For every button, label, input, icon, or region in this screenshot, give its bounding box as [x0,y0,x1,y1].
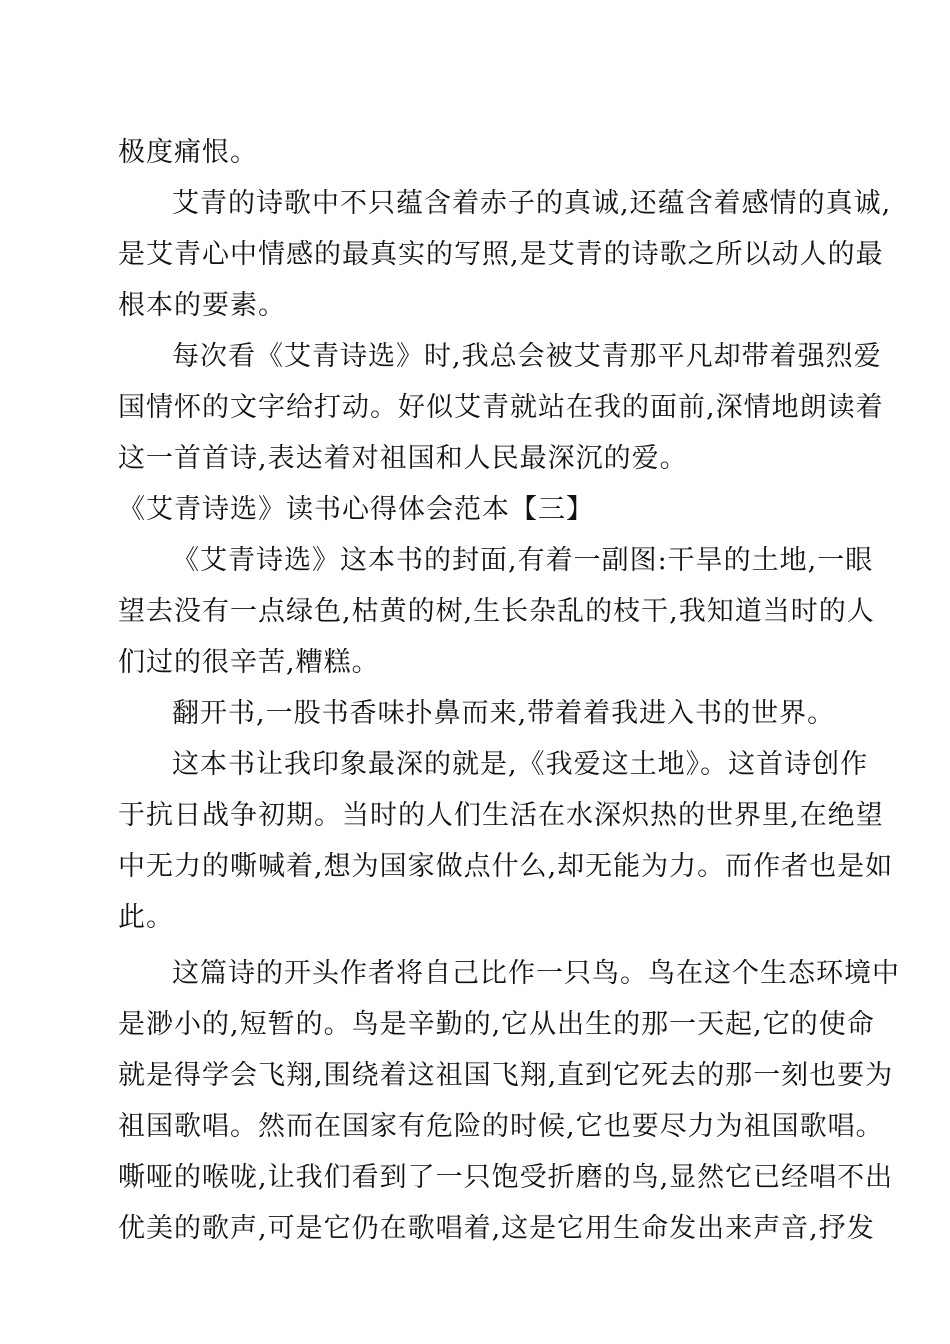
paragraph-line: 此。 [118,902,174,933]
paragraph-line: 是艾青心中情感的最真实的写照,是艾青的诗歌之所以动人的最 [118,239,884,270]
paragraph-line: 嘶哑的喉咙,让我们看到了一只饱受折磨的鸟,显然它已经唱不出 [118,1162,894,1193]
paragraph-line: 于抗日战争初期。当时的人们生活在水深炽热的世界里,在绝望 [118,800,884,831]
paragraph-line: 每次看《艾青诗选》时,我总会被艾青那平凡却带着强烈爱 [172,341,882,372]
paragraph-line: 根本的要素。 [118,290,286,321]
paragraph-line: 就是得学会飞翔,围绕着这祖国飞翔,直到它死去的那一刻也要为 [118,1060,894,1091]
paragraph-line: 望去没有一点绿色,枯黄的树,生长杂乱的枝干,我知道当时的人 [118,596,875,627]
paragraph-line: 这本书让我印象最深的就是,《我爱这土地》。这首诗创作 [172,749,869,780]
paragraph-line: 是渺小的,短暂的。鸟是辛勤的,它从出生的那一天起,它的使命 [118,1009,875,1040]
paragraph-line: 翻开书,一股书香味扑鼻而来,带着着我进入书的世界。 [172,698,836,729]
section-heading: 《艾青诗选》读书心得体会范本【三】 [118,494,594,525]
paragraph-line: 艾青的诗歌中不只蕴含着赤子的真诚,还蕴含着感情的真诚, [172,188,892,219]
paragraph-line: 这一首首诗,表达着对祖国和人民最深沉的爱。 [118,443,688,474]
paragraph-line: 国情怀的文字给打动。好似艾青就站在我的面前,深情地朗读着 [118,392,884,423]
paragraph-line: 《艾青诗选》这本书的封面,有着一副图:干旱的土地,一眼 [172,545,874,576]
paragraph-line: 这篇诗的开头作者将自己比作一只鸟。鸟在这个生态环境中 [172,958,900,989]
paragraph-line: 中无力的嘶喊着,想为国家做点什么,却无能为力。而作者也是如 [118,851,894,882]
paragraph-line: 极度痛恨。 [118,137,258,168]
paragraph-line: 们过的很辛苦,糟糕。 [118,647,380,678]
paragraph-line: 优美的歌声,可是它仍在歌唱着,这是它用生命发出来声音,抒发 [118,1213,875,1244]
paragraph-line: 祖国歌唱。然而在国家有危险的时候,它也要尽力为祖国歌唱。 [118,1111,884,1142]
